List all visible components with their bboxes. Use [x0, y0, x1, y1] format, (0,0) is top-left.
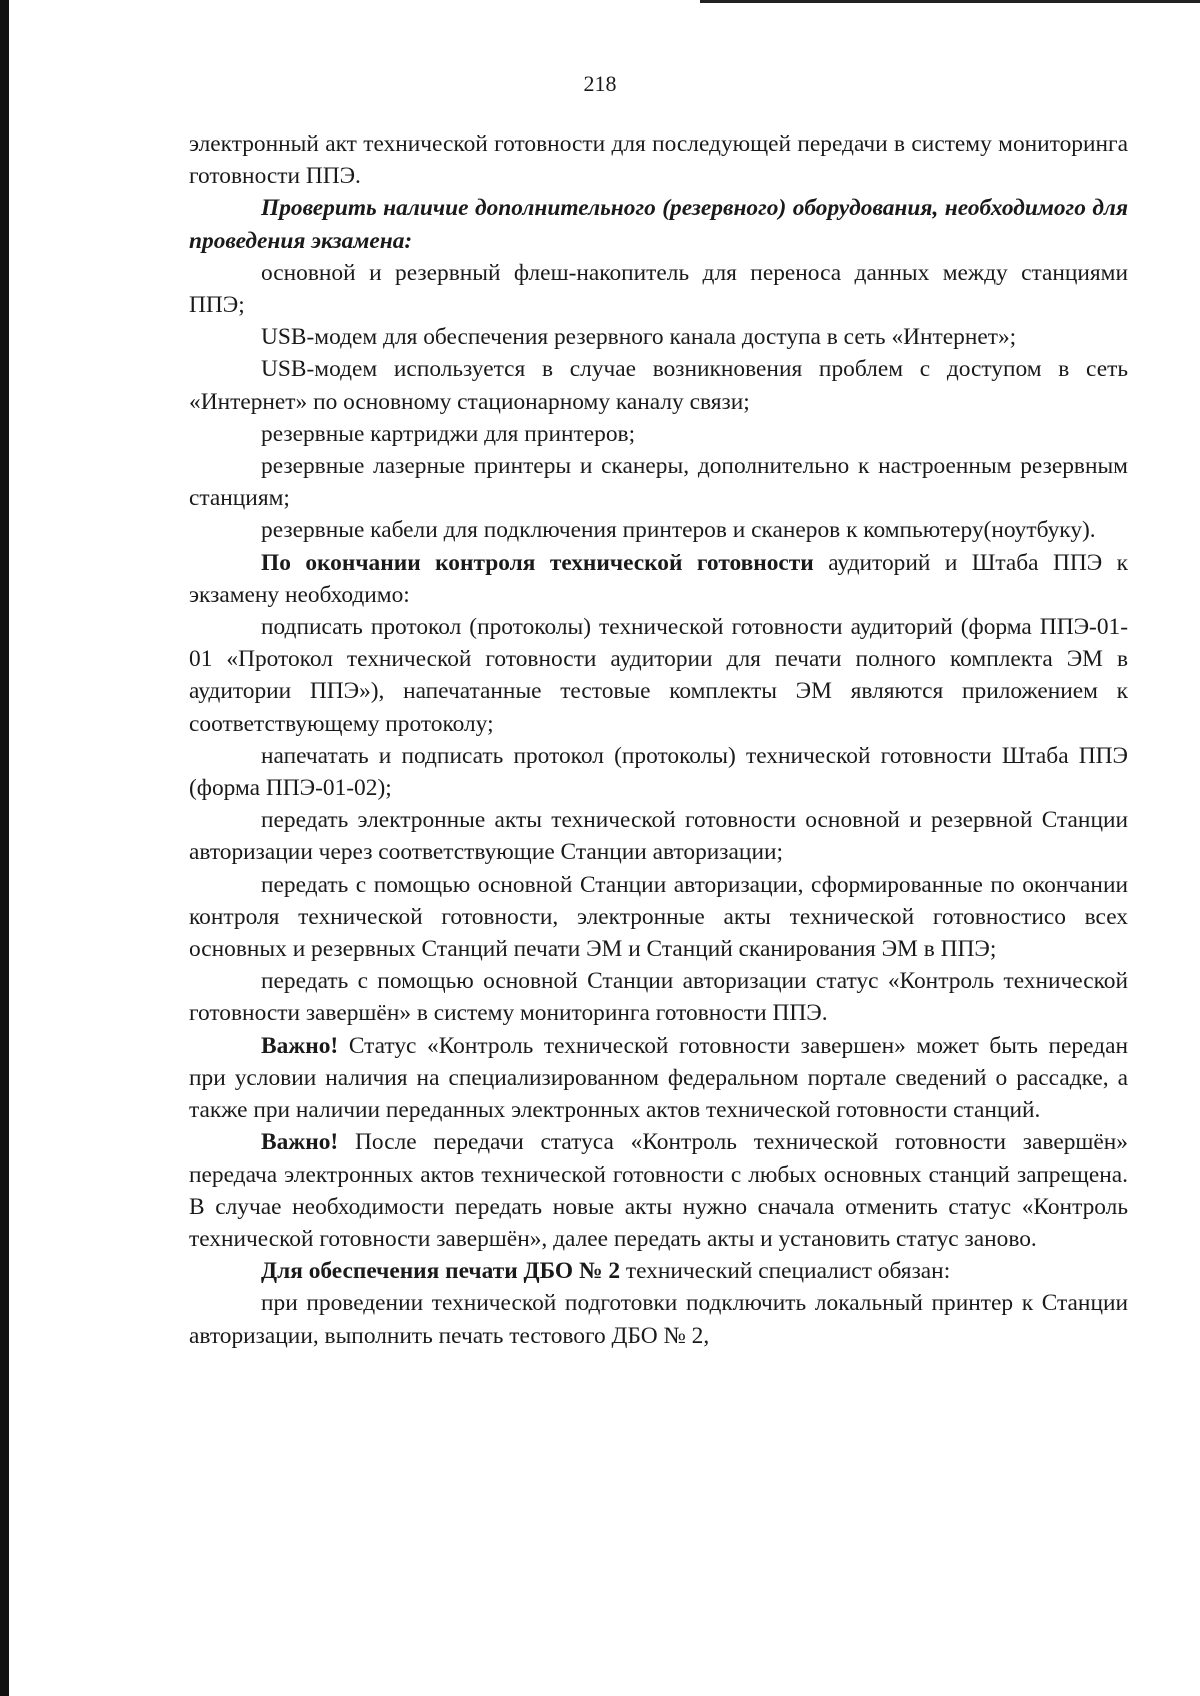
paragraph [189, 740, 1128, 804]
paragraph-text: резервные лазерные принтеры и сканеры, дополнительно к настроенным резервным станциям; [189, 453, 1128, 512]
emphasized-text: Важно! [261, 1129, 339, 1156]
paragraph [189, 418, 1128, 450]
emphasized-text: По окончании контроля технической готовности [261, 549, 814, 576]
paragraph [189, 1287, 1128, 1351]
paragraph [189, 611, 1128, 740]
emphasized-text: Важно! [261, 1032, 339, 1059]
scan-left-border [0, 0, 9, 1696]
emphasized-text: Проверить наличие дополнительного (резервного) оборудования, необходимого для проведения экзамена: [189, 195, 1128, 254]
paragraph-text: технический специалист обязан: [620, 1258, 951, 1285]
paragraph-text: подписать протокол (протоколы) технической готовности аудиторий (форма ППЭ-01-01 «Протокол технической готовности аудитории для печати полного комплекта ЭМ в аудитории ППЭ»), напечатанные тестовые комплекты ЭМ являются приложением к соответствующему протоколу; [189, 614, 1128, 737]
paragraph-text: резервные картриджи для принтеров; [261, 420, 636, 447]
emphasized-text: Для обеспечения печати ДБО № 2 [261, 1258, 621, 1285]
paragraph-text: передать с помощью основной Станции авторизации, сформированные по окончании контроля технической готовности, электронные акты технической готовностисо всех основных и резервных Станций печати ЭМ и Станций сканирования ЭМ в ППЭ; [189, 871, 1128, 963]
paragraph-text: напечатать и подписать протокол (протоколы) технической готовности Штаба ППЭ (форма ППЭ-01-02); [189, 742, 1128, 802]
paragraph-text: резервные кабели для подключения принтеров и сканеров к компьютеру(ноутбуку). [261, 517, 1096, 544]
paragraph [189, 128, 1128, 192]
paragraph-text: электронный акт технической готовности для последующей передачи в систему мониторинга готовности ППЭ. [189, 131, 1128, 190]
paragraph [189, 1030, 1128, 1127]
paragraph [189, 192, 1128, 256]
paragraph-text: Статус «Контроль технической готовности завершен» может быть передан при условии наличия на специализированном федеральном портале сведений о рассадке, а также при наличии переданных электронных актов технической готовности станций. [189, 1032, 1128, 1124]
paragraph-text: основной и резервный флеш-накопитель для переноса данных между станциями ППЭ; [189, 259, 1128, 319]
paragraph-text: USB-модем используется в случае возникновения проблем с доступом в сеть «Интернет» по основному стационарному каналу связи; [189, 356, 1128, 415]
paragraph [189, 321, 1128, 353]
page-number: 218 [583, 71, 617, 96]
paragraph-text: передать с помощью основной Станции авторизации статус «Контроль технической готовности завершён» в систему мониторинга готовности ППЭ. [189, 968, 1128, 1027]
paragraph-text: USB-модем для обеспечения резервного канала доступа в сеть «Интернет»; [261, 324, 1017, 351]
paragraph-text: передать электронные акты технической готовности основной и резервной Станции авторизации через соответствующие Станции авторизации; [189, 807, 1128, 866]
paragraph [189, 804, 1128, 868]
document-body [189, 128, 1128, 1352]
paragraph-text: аудиторий и Штаба ППЭ к экзамену необходимо: [189, 549, 1128, 608]
scan-top-border [700, 0, 1200, 3]
paragraph-text: После передачи статуса «Контроль технической готовности завершён» передача электронных актов технической готовности с любых основных станций запрещена. В случае необходимости передать новые акты нужно сначала отменить статус «Контроль технической готовности завершён», далее передать акты и установить статус заново. [189, 1129, 1128, 1252]
paragraph [189, 450, 1128, 514]
paragraph [189, 514, 1128, 546]
paragraph [189, 1255, 1128, 1287]
paragraph [189, 547, 1128, 611]
paragraph-text: при проведении технической подготовки подключить локальный принтер к Станции авторизации, выполнить печать тестового ДБО № 2, [189, 1290, 1128, 1349]
paragraph [189, 869, 1128, 966]
paragraph [189, 965, 1128, 1029]
paragraph [189, 353, 1128, 417]
paragraph [189, 1126, 1128, 1255]
paragraph [189, 257, 1128, 321]
